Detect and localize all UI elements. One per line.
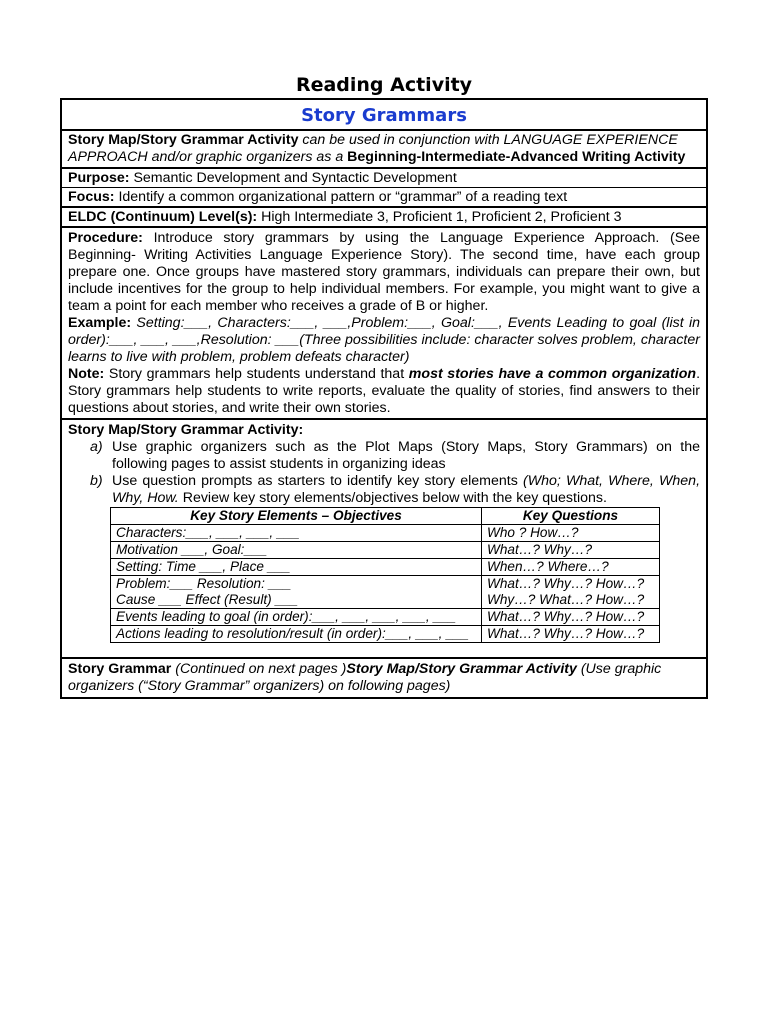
purpose-row: [62, 169, 706, 188]
example-label: Example:: [68, 315, 132, 331]
table-row: [111, 626, 660, 643]
eldc-row: [62, 208, 706, 228]
procedure-text: Introduce story grammars by using the Language Experience Approach. (See Beginning- Writing Activities Language Experience Story). The second time, have each group prepare one. Once groups have mastered story grammars, individuals can prepare their own, but include incentives for the group to help individual members. For example, you might want to give a team a point for each member who receives a grade of B or higher.: [68, 230, 700, 314]
table-cell: What…? Why…? How…? Why…? What…? How…?: [482, 576, 660, 609]
intro-bold-2: Beginning-Intermediate-Advanced Writing Activity: [347, 149, 686, 165]
example-text: Setting:___, Characters:___, ___,Problem:___, Goal:___, Events Leading to goal (list in order):___, ___, ___,Resolution: ___(Three possibilities include: character solves problem, character learns to live with problem, problem defeats character): [68, 315, 700, 365]
table-row: [111, 542, 660, 559]
table-header-row: [111, 508, 660, 525]
table-row: [111, 576, 660, 609]
note-paragraph: [68, 366, 700, 417]
footer-bold-italic: Story Map/Story Grammar Activity: [346, 661, 577, 677]
table-cell: Setting: Time ___, Place ___: [111, 559, 482, 576]
focus-text: Identify a common organizational pattern or “grammar” of a reading text: [114, 189, 568, 205]
table-header-questions: Key Questions: [482, 508, 660, 525]
eldc-label: ELDC (Continuum) Level(s):: [68, 209, 258, 225]
footer-row: [62, 659, 706, 697]
eldc-text: High Intermediate 3, Proficient 1, Proficient 2, Proficient 3: [257, 209, 622, 225]
table-header-elements: Key Story Elements – Objectives: [111, 508, 482, 525]
list-item-b-italic: (Who; What, Where, When, Why, How.: [112, 473, 701, 506]
table-cell: What…? Why…? How…?: [482, 609, 660, 626]
list-item-a-text: Use graphic organizers such as the Plot Maps (Story Maps, Story Grammars) on the following pages to assist students in organizing ideas: [112, 439, 700, 472]
note-emphasis: most stories have a common organization: [408, 366, 697, 382]
table-cell: Actions leading to resolution/result (in order):___, ___, ___: [111, 626, 482, 643]
example-paragraph: [68, 315, 700, 366]
intro-italic: can be used in conjunction with LANGUAGE EXPERIENCE APPROACH and/or graphic organizers as a: [68, 132, 678, 165]
activity-list: [68, 439, 700, 507]
list-item: [68, 473, 700, 507]
table-cell: What…? Why…?: [482, 542, 660, 559]
table-cell: Motivation ___, Goal:___: [111, 542, 482, 559]
table-row: [111, 525, 660, 542]
table-cell: Who ? How…?: [482, 525, 660, 542]
procedure-paragraph: [68, 230, 700, 315]
table-row: [111, 559, 660, 576]
list-item-b-text-2: Review key story elements/objectives below with the key questions.: [178, 490, 607, 506]
procedure-label: Procedure:: [68, 230, 143, 246]
table-cell: When…? Where…?: [482, 559, 660, 576]
table-cell: Characters:___, ___, ___, ___: [111, 525, 482, 542]
footer-italic-1: (Continued on next pages ): [171, 661, 347, 677]
note-text-2: . Story grammars help students to write reports, evaluate the quality of stories, find answers to their questions about stories, and write their own stories.: [68, 366, 701, 416]
intro-row: [62, 131, 706, 169]
activity-row: [62, 420, 706, 659]
intro-bold-1: Story Map/Story Grammar Activity: [68, 132, 299, 148]
note-label: Note:: [68, 366, 105, 382]
table-row: [111, 609, 660, 626]
list-item-b-text-1: Use question prompts as starters to identify key story elements: [112, 473, 523, 489]
footer-italic-2: (Use graphic organizers (“Story Grammar” organizers) on following pages): [68, 661, 662, 694]
footer-bold: Story Grammar: [68, 661, 172, 677]
activity-label: Story Map/Story Grammar Activity:: [68, 422, 304, 438]
activity-box: [60, 98, 708, 699]
purpose-text: Semantic Development and Syntactic Development: [129, 170, 457, 186]
purpose-label: Purpose:: [68, 170, 130, 186]
focus-label: Focus:: [68, 189, 115, 205]
key-story-elements-table: [110, 507, 660, 643]
list-item: [68, 439, 700, 473]
procedure-row: [62, 228, 706, 420]
table-cell: Problem:___ Resolution: ___ Cause ___ Effect (Result) ___: [111, 576, 482, 609]
list-marker-b: b): [90, 473, 103, 489]
table-cell: What…? Why…? How…?: [482, 626, 660, 643]
note-text-1: Story grammars help students understand that: [104, 366, 409, 382]
list-marker-a: a): [90, 439, 103, 455]
table-cell: Events leading to goal (in order):___, ___, ___, ___, ___: [111, 609, 482, 626]
section-header: Story Grammars: [62, 100, 706, 131]
page-title: Reading Activity: [295, 74, 473, 96]
focus-row: [62, 188, 706, 208]
